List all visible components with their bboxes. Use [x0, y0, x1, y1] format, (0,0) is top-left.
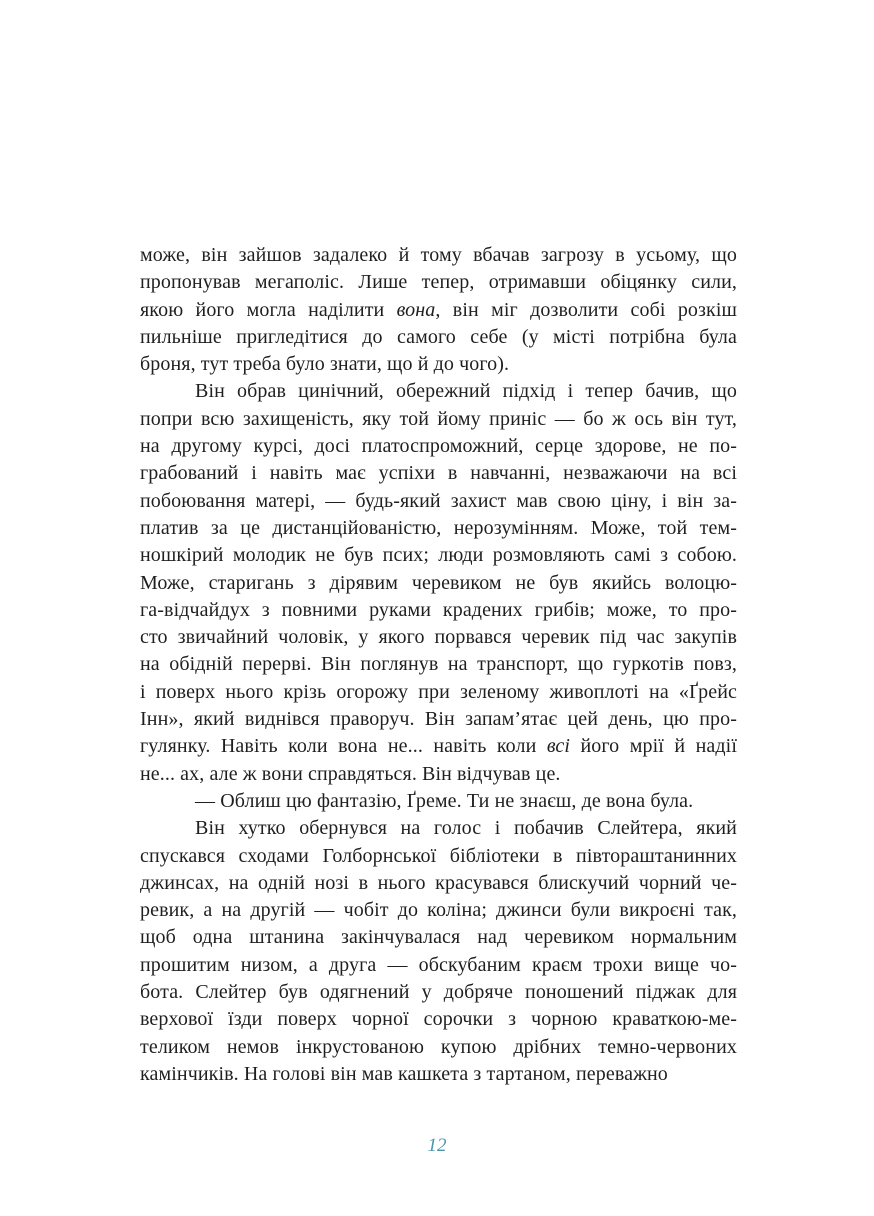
text-segment: щоб одна штанина закінчувалася над черевиком нормальним: [140, 926, 737, 949]
text-line: [140, 1061, 737, 1088]
text-line: [140, 1034, 737, 1061]
text-line: [140, 378, 737, 405]
text-line: [140, 897, 737, 924]
text-segment: — Облиш цю фантазію, Ґреме. Ти не знаєш, де вона була.: [195, 789, 694, 812]
text-segment: Може, старигань з дірявим черевиком не був якийсь волоцю-: [140, 571, 737, 594]
text-line: [140, 870, 737, 897]
text-segment: броня, тут треба було знати, що й до чого).: [140, 353, 510, 376]
text-line: [140, 924, 737, 951]
text-segment: гулянку. Навіть коли вона не... навіть коли: [140, 735, 547, 758]
text-line: [140, 542, 737, 569]
text-segment: грабований і навіть має успіхи в навчанні, незважаючи на всі: [140, 462, 737, 485]
paragraph: [140, 788, 737, 815]
text-segment: джинсах, на одній нозі в нього красувався блискучий чорний че-: [140, 871, 737, 894]
text-segment: Він хутко обернувся на голос і побачив Слейтера, який: [195, 817, 737, 840]
text-line: [140, 242, 737, 269]
text-segment: бота. Слейтер був одягнений у добряче поношений піджак для: [140, 981, 737, 1004]
text-segment: на обідній перерві. Він поглянув на транспорт, що гуркотів повз,: [140, 653, 737, 676]
text-line: [140, 324, 737, 351]
paragraph: [140, 378, 737, 787]
text-line: [140, 269, 737, 296]
text-segment: Інн», який виднівся праворуч. Він запам’ятає цей день, цю про-: [140, 708, 737, 731]
text-line: [140, 351, 737, 378]
text-line: [140, 679, 737, 706]
paragraph: [140, 242, 737, 378]
text-line: [140, 979, 737, 1006]
text-segment: сто звичайний чоловік, у якого порвався черевик під час закупів: [140, 626, 737, 649]
text-segment: прошитим низом, а друга — обскубаним краєм трохи вище чо-: [140, 953, 737, 976]
text-line: [140, 515, 737, 542]
text-line: [140, 733, 737, 760]
text-segment: , він міг дозволити собі розкіш: [435, 298, 738, 321]
text-segment: верхової їзди поверх чорної сорочки з чорною краваткою-ме-: [140, 1008, 737, 1031]
text-segment: ревик, а на другій — чобіт до коліна; джинси були викроєні так,: [140, 899, 737, 922]
text-line: [140, 952, 737, 979]
text-segment: пропонував мегаполіс. Лише тепер, отримавши обіцянку сили,: [140, 271, 737, 294]
text-line: [140, 460, 737, 487]
text-segment: га-відчайдух з повними руками крадених грибів; може, то про-: [140, 598, 737, 621]
text-segment: Він обрав цинічний, обережний підхід і тепер бачив, що: [195, 380, 737, 403]
page-number: 12: [427, 1135, 447, 1156]
text-segment: якою його могла наділити: [140, 298, 397, 321]
text-segment: спускався сходами Голборнської бібліотеки в півтораштанинних: [140, 844, 737, 867]
text-segment: теликом немов інкрустованою купою дрібних темно-червоних: [140, 1035, 737, 1058]
text-segment: побоювання матері, — будь-який захист мав свою ціну, і він за-: [140, 489, 737, 512]
text-line: [140, 433, 737, 460]
paragraph: [140, 815, 737, 1088]
page-text: [140, 242, 737, 1088]
text-segment: пильніше пригледітися до самого себе (у місті потрібна була: [140, 325, 737, 348]
text-line: [140, 488, 737, 515]
text-line: [140, 761, 737, 788]
italic-text: вона: [396, 298, 436, 321]
text-segment: платив за це дистанційованістю, нерозумінням. Може, той тем-: [140, 516, 737, 539]
text-segment: камінчиків. На голові він мав кашкета з тартаном, переважно: [140, 1062, 668, 1085]
text-segment: може, він зайшов задалеко й тому вбачав загрозу в усьому, що: [140, 244, 737, 266]
text-line: [140, 651, 737, 678]
text-segment: ношкірий молодик не був псих; люди розмовляють самі з собою.: [140, 544, 737, 567]
text-segment: попри всю захищеність, яку той йому приніс — бо ж ось він тут,: [140, 407, 737, 430]
text-line: [140, 570, 737, 597]
text-line: [140, 406, 737, 433]
text-line: [140, 597, 737, 624]
text-line: [140, 297, 737, 324]
text-segment: його мрії й надії: [570, 735, 737, 758]
text-line: [140, 788, 737, 815]
text-line: [140, 706, 737, 733]
text-line: [140, 624, 737, 651]
text-segment: і поверх нього крізь огорожу при зеленому живоплоті на «Ґрейс: [140, 680, 737, 703]
text-segment: не... ах, але ж вони справдяться. Він відчував це.: [140, 762, 561, 785]
text-line: [140, 815, 737, 842]
text-line: [140, 843, 737, 870]
text-segment: на другому курсі, досі платоспроможний, серце здорове, не по-: [140, 435, 737, 458]
italic-text: всі: [546, 735, 571, 758]
text-line: [140, 1006, 737, 1033]
